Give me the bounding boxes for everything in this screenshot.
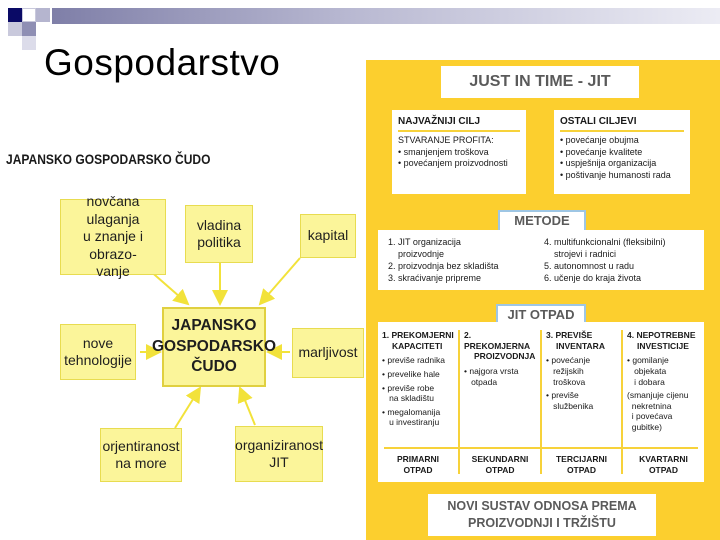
waste-column-2: 2. PREKOMJERNA PROIZVODNJA • najgora vrsta otpada SEKUNDARNI OTPAD bbox=[464, 330, 536, 475]
methods-label: METODE bbox=[498, 210, 586, 232]
node-government: vladina politika bbox=[185, 205, 253, 263]
node-center-japanese-miracle: JAPANSKO GOSPODARSKO ČUDO bbox=[162, 307, 266, 387]
main-goal-box: NAJVAŽNIJI CILJ STVARANJE PROFITA: • smanjenjem troškova • povećanjem proizvodnosti bbox=[392, 110, 526, 194]
new-system-banner: NOVI SUSTAV ODNOSA PREMA PROIZVODNJI I TRŽIŠTU bbox=[428, 494, 656, 536]
other-goals-box: OSTALI CILJEVI • povećanje obujma • povećanje kvalitete • uspješnija organizacija • poštivanje humanosti rada bbox=[554, 110, 690, 194]
arrow-capital bbox=[260, 258, 300, 304]
waste-label: JIT OTPAD bbox=[496, 304, 586, 326]
waste-box bbox=[378, 322, 704, 482]
jit-title: JUST IN TIME - JIT bbox=[441, 66, 639, 98]
slide-title: Gospodarstvo bbox=[44, 42, 281, 83]
other-goals-heading: OSTALI CILJEVI bbox=[560, 115, 684, 132]
arrow-jit bbox=[240, 388, 255, 425]
node-jit-organization: organiziranost JIT bbox=[235, 426, 323, 482]
node-sea-orientation: orjentiranost na more bbox=[100, 428, 182, 482]
main-goal-heading: NAJVAŽNIJI CILJ bbox=[398, 115, 520, 132]
waste-column-3: 3. PREVIŠE INVENTARA • povećanje režijskih troškova • previše službenika TERCIJARNI OTPAD bbox=[546, 330, 607, 475]
waste-column-4: 4. NEPOTREBNE INVESTICIJE • gomilanje objekata i dobara (smanjuje cijenu nekretnina i povećava gubitke) KVARTARNI OTPAD bbox=[627, 330, 696, 475]
node-technologies: nove tehnologije bbox=[60, 324, 136, 380]
arrow-sea bbox=[175, 388, 200, 428]
waste-column-1: 1. PREKOMJERNI KAPACITETI • previše radnika • prevelike hale • previše robe na skladištu • megalomanija u investiranju PRIMARNI OTPAD bbox=[382, 330, 454, 475]
diagram-heading: JAPANSKO GOSPODARSKO ČUDO bbox=[6, 151, 211, 167]
methods-box: 1. JIT organizacija proizvodnje 2. proizvodnja bez skladišta 3. skraćivanje pripreme 4. multifunkcionalni (fleksibilni) strojevi i radnici 5. autonomnost u radu 6. učenje do kraja života bbox=[378, 230, 704, 290]
node-capital: kapital bbox=[300, 214, 356, 258]
node-diligence: marljivost bbox=[292, 328, 364, 378]
node-investment: novčana ulaganja u znanje i obrazo- vanje bbox=[60, 199, 166, 275]
